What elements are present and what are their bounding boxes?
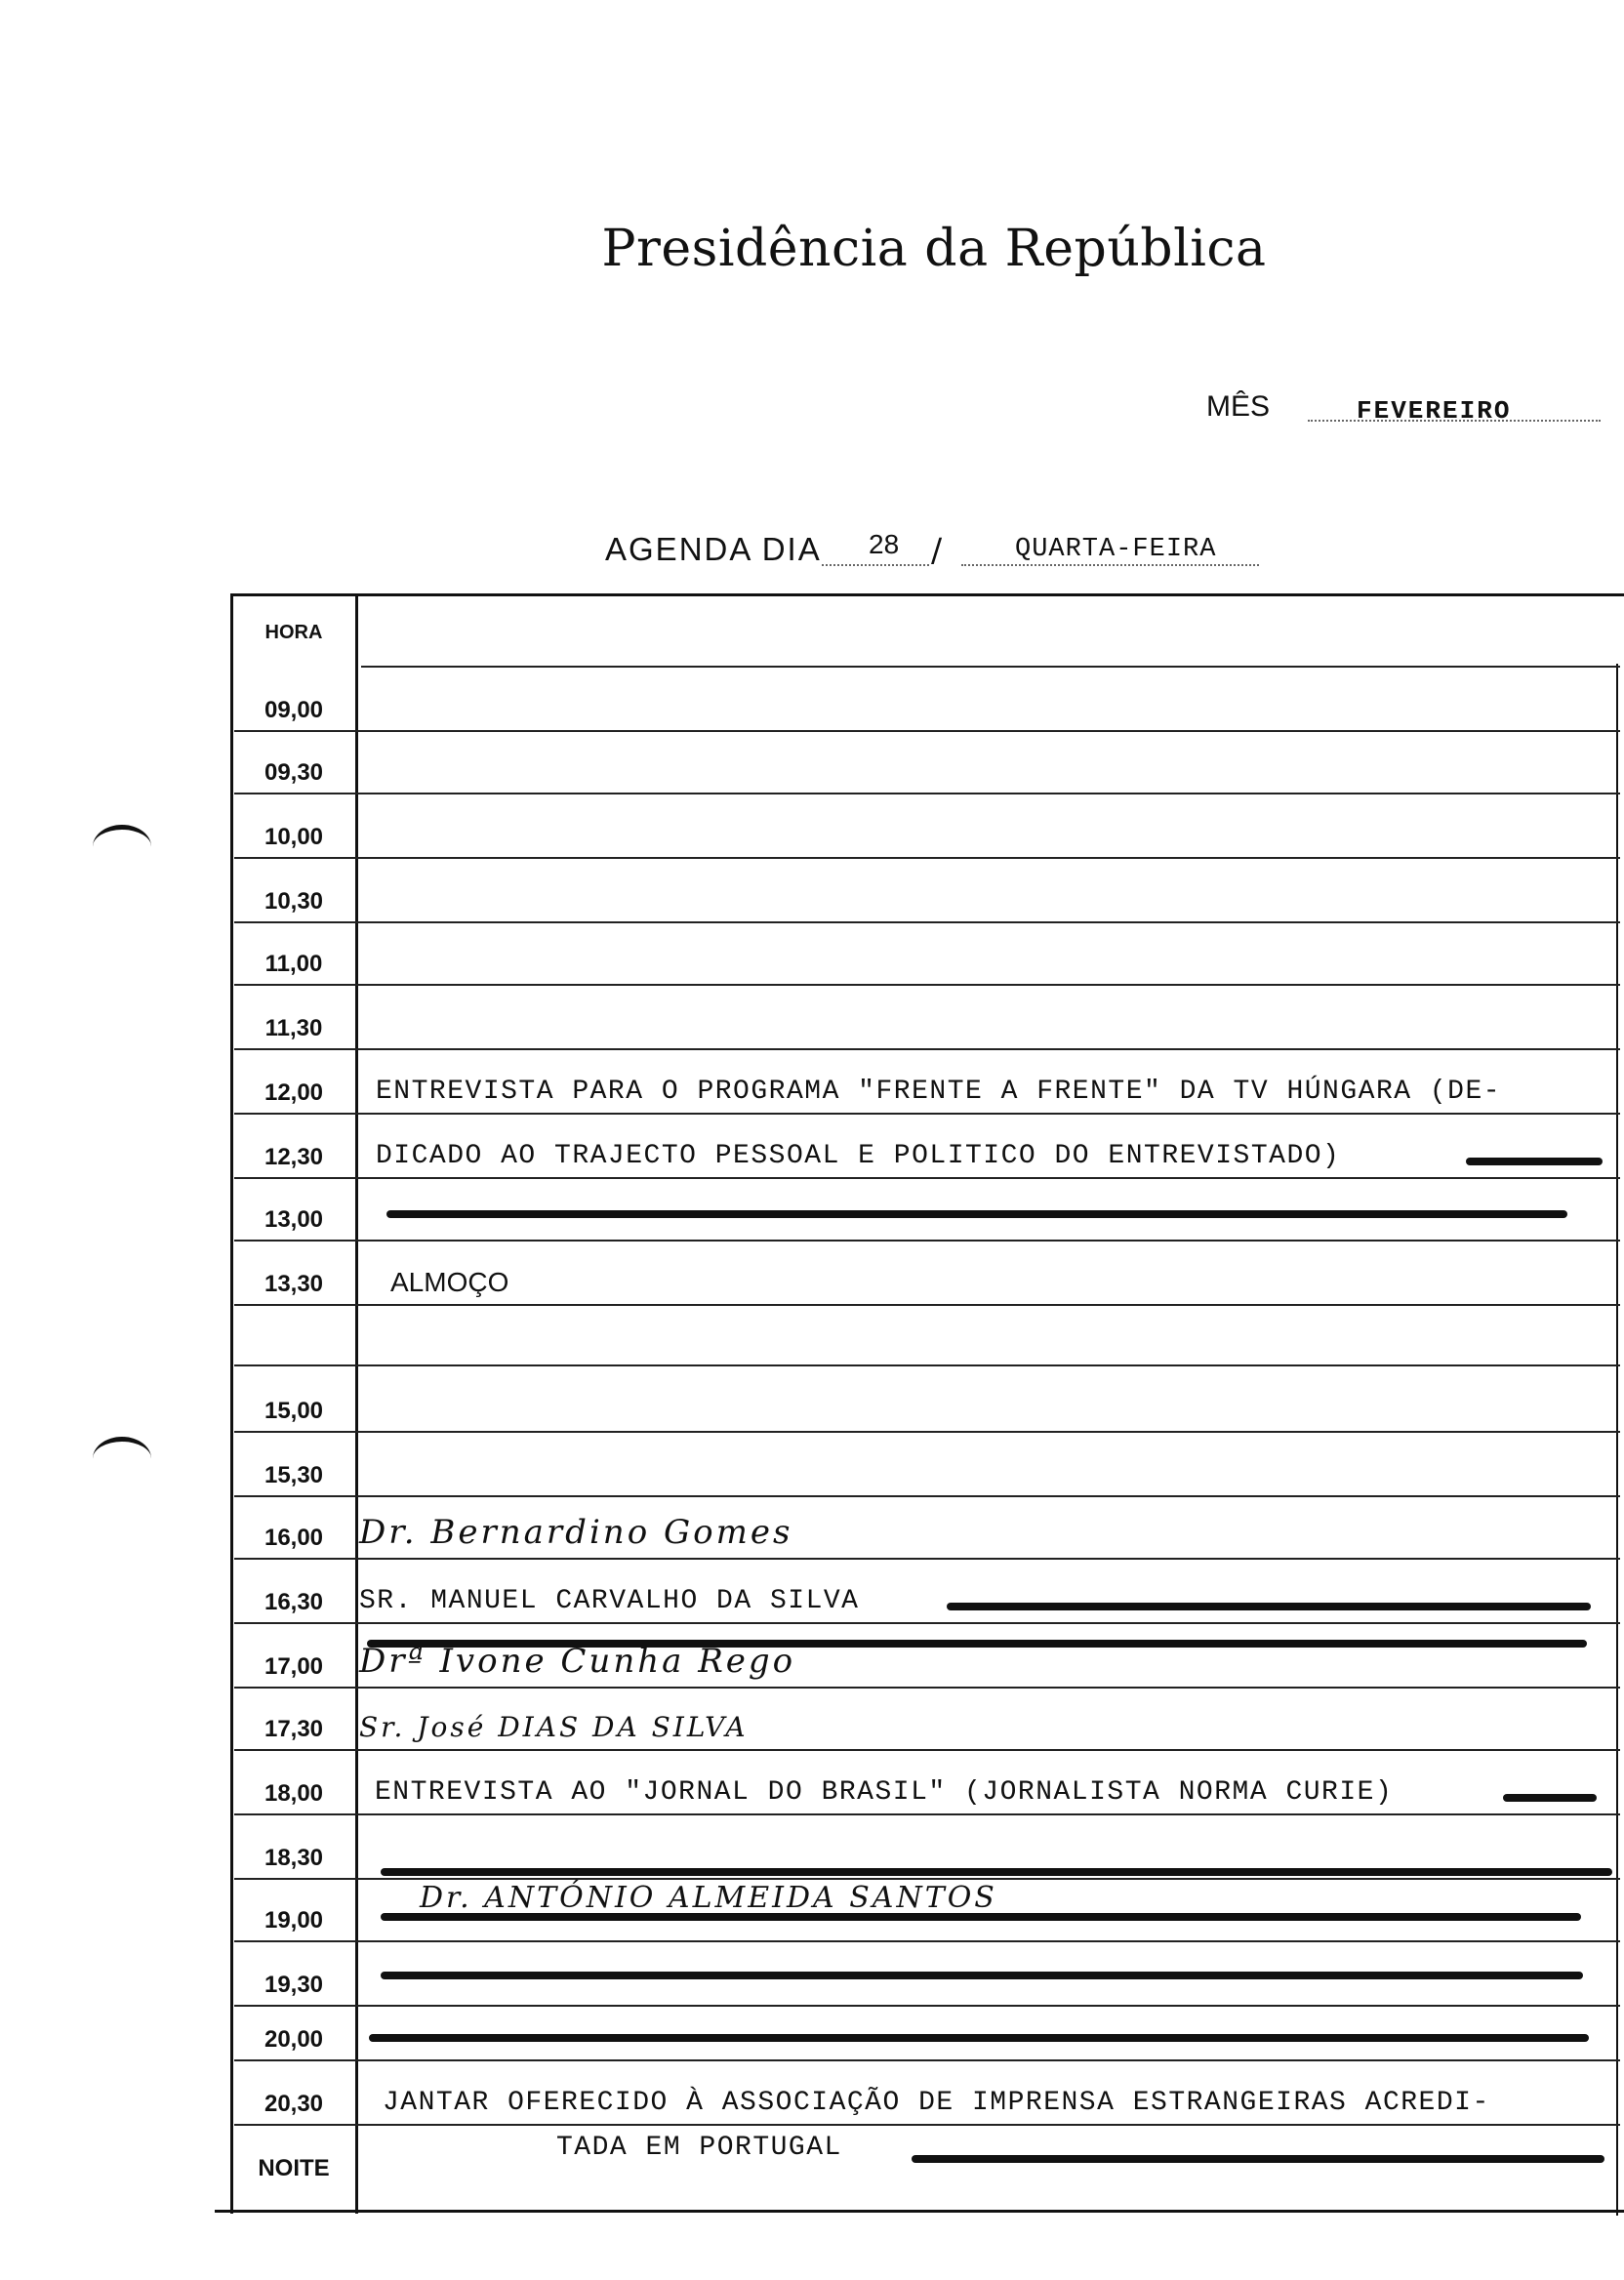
- hora-cell: 16,00: [264, 1525, 324, 1551]
- entry-cell: JANTAR OFERECIDO À ASSOCIAÇÃO DE IMPRENSA ESTRANGEIRAS ACREDI-: [383, 2088, 1490, 2118]
- table-row: [234, 1751, 1620, 1815]
- agenda-slash: /: [931, 531, 943, 569]
- table-row: [234, 1560, 1620, 1624]
- strike-line: [381, 1868, 1612, 1876]
- table-row: [234, 1242, 1620, 1306]
- entry-cell-handwritten: Sr. José DIAS DA SILVA: [359, 1711, 749, 1743]
- hora-cell: 17,30: [264, 1716, 324, 1742]
- hora-cell: 18,30: [264, 1845, 324, 1871]
- entry-cell: ENTREVISTA AO "JORNAL DO BRASIL" (JORNALISTA NORMA CURIE): [375, 1777, 1394, 1808]
- table-row: [234, 1050, 1620, 1115]
- hora-cell: NOITE: [258, 2155, 330, 2181]
- strike-line: [1503, 1794, 1597, 1802]
- table-row: [234, 668, 1620, 732]
- hora-cell: 10,00: [264, 824, 324, 850]
- hora-cell: 12,30: [264, 1144, 324, 1170]
- entry-cell: DICADO AO TRAJECTO PESSOAL E POLITICO DO ENTREVISTADO): [376, 1141, 1341, 1171]
- hora-cell: 17,00: [264, 1653, 324, 1680]
- agenda-day: 28: [869, 529, 900, 559]
- hora-cell: 19,30: [264, 1972, 324, 1998]
- table-row: [234, 1306, 1620, 1366]
- table-row: [234, 794, 1620, 859]
- table-row: [234, 986, 1620, 1050]
- hora-cell: 09,30: [264, 759, 324, 786]
- margin-mark-bottom: [93, 1437, 151, 1481]
- table-row: [234, 859, 1620, 923]
- table-row: [234, 1942, 1620, 2007]
- entry-cell-handwritten: Drª Ivone Cunha Rego: [359, 1642, 796, 1681]
- hora-cell: 18,00: [264, 1780, 324, 1807]
- table-row: [234, 923, 1620, 986]
- table-row: [234, 1115, 1620, 1179]
- table-row: [234, 2007, 1620, 2061]
- page-title: Presidência da República: [601, 220, 1267, 278]
- margin-mark-top: [93, 825, 151, 869]
- hora-cell: 15,30: [264, 1462, 324, 1488]
- table-row: [234, 1497, 1620, 1560]
- entry-cell: ENTREVISTA PARA O PROGRAMA "FRENTE A FRENTE" DA TV HÚNGARA (DE-: [376, 1077, 1502, 1107]
- agenda-day-dotted-line: [822, 564, 929, 566]
- table-row: [234, 2126, 1620, 2210]
- table-row: [234, 1689, 1620, 1751]
- hora-cell: 20,30: [264, 2091, 324, 2117]
- hora-cell: 16,30: [264, 1589, 324, 1615]
- mes-value: FEVEREIRO: [1357, 396, 1512, 426]
- hora-cell: 13,00: [264, 1206, 324, 1233]
- strike-line: [381, 1972, 1583, 1979]
- strike-line: [386, 1210, 1567, 1218]
- table-bottom-border: [215, 2210, 1624, 2213]
- entry-cell-handwritten: Dr. ANTÓNIO ALMEIDA SANTOS: [420, 1881, 997, 1915]
- hora-cell: 19,00: [264, 1907, 324, 1934]
- hora-cell: 10,30: [264, 888, 324, 915]
- table-row: [234, 1179, 1620, 1242]
- hora-cell: 11,30: [264, 1015, 323, 1041]
- agenda-label: AGENDA DIA: [605, 531, 822, 567]
- strike-line: [369, 2034, 1589, 2042]
- mes-label: MÊS: [1206, 390, 1271, 423]
- hora-cell: 20,00: [264, 2026, 324, 2053]
- entry-cell: SR. MANUEL CARVALHO DA SILVA: [359, 1586, 860, 1616]
- hora-header: HORA: [264, 622, 323, 643]
- strike-line: [912, 2155, 1604, 2163]
- table-row: [234, 1366, 1620, 1433]
- table-row: [234, 732, 1620, 794]
- agenda-weekday: QUARTA-FEIRA: [1015, 535, 1217, 564]
- hora-cell: 11,00: [264, 951, 323, 977]
- hora-cell: 09,00: [264, 697, 324, 723]
- table-row: [234, 1433, 1620, 1497]
- table-row: [234, 2061, 1620, 2126]
- entry-cell: ALMOÇO: [390, 1267, 509, 1297]
- strike-line: [1466, 1158, 1603, 1165]
- table-row: [234, 1624, 1620, 1689]
- hora-cell: 13,30: [264, 1271, 324, 1297]
- entry-cell-handwritten: Dr. Bernardino Gomes: [359, 1513, 793, 1552]
- entry-cell: TADA EM PORTUGAL: [556, 2133, 842, 2163]
- table-row: [234, 1880, 1620, 1942]
- hora-cell: 12,00: [264, 1079, 324, 1106]
- agenda-weekday-dotted-line: [961, 564, 1259, 566]
- strike-line: [947, 1603, 1591, 1610]
- table-left-border: [230, 593, 233, 2214]
- table-header-row: [234, 595, 1620, 668]
- table-row: [234, 1815, 1620, 1880]
- hora-cell: 15,00: [264, 1398, 324, 1424]
